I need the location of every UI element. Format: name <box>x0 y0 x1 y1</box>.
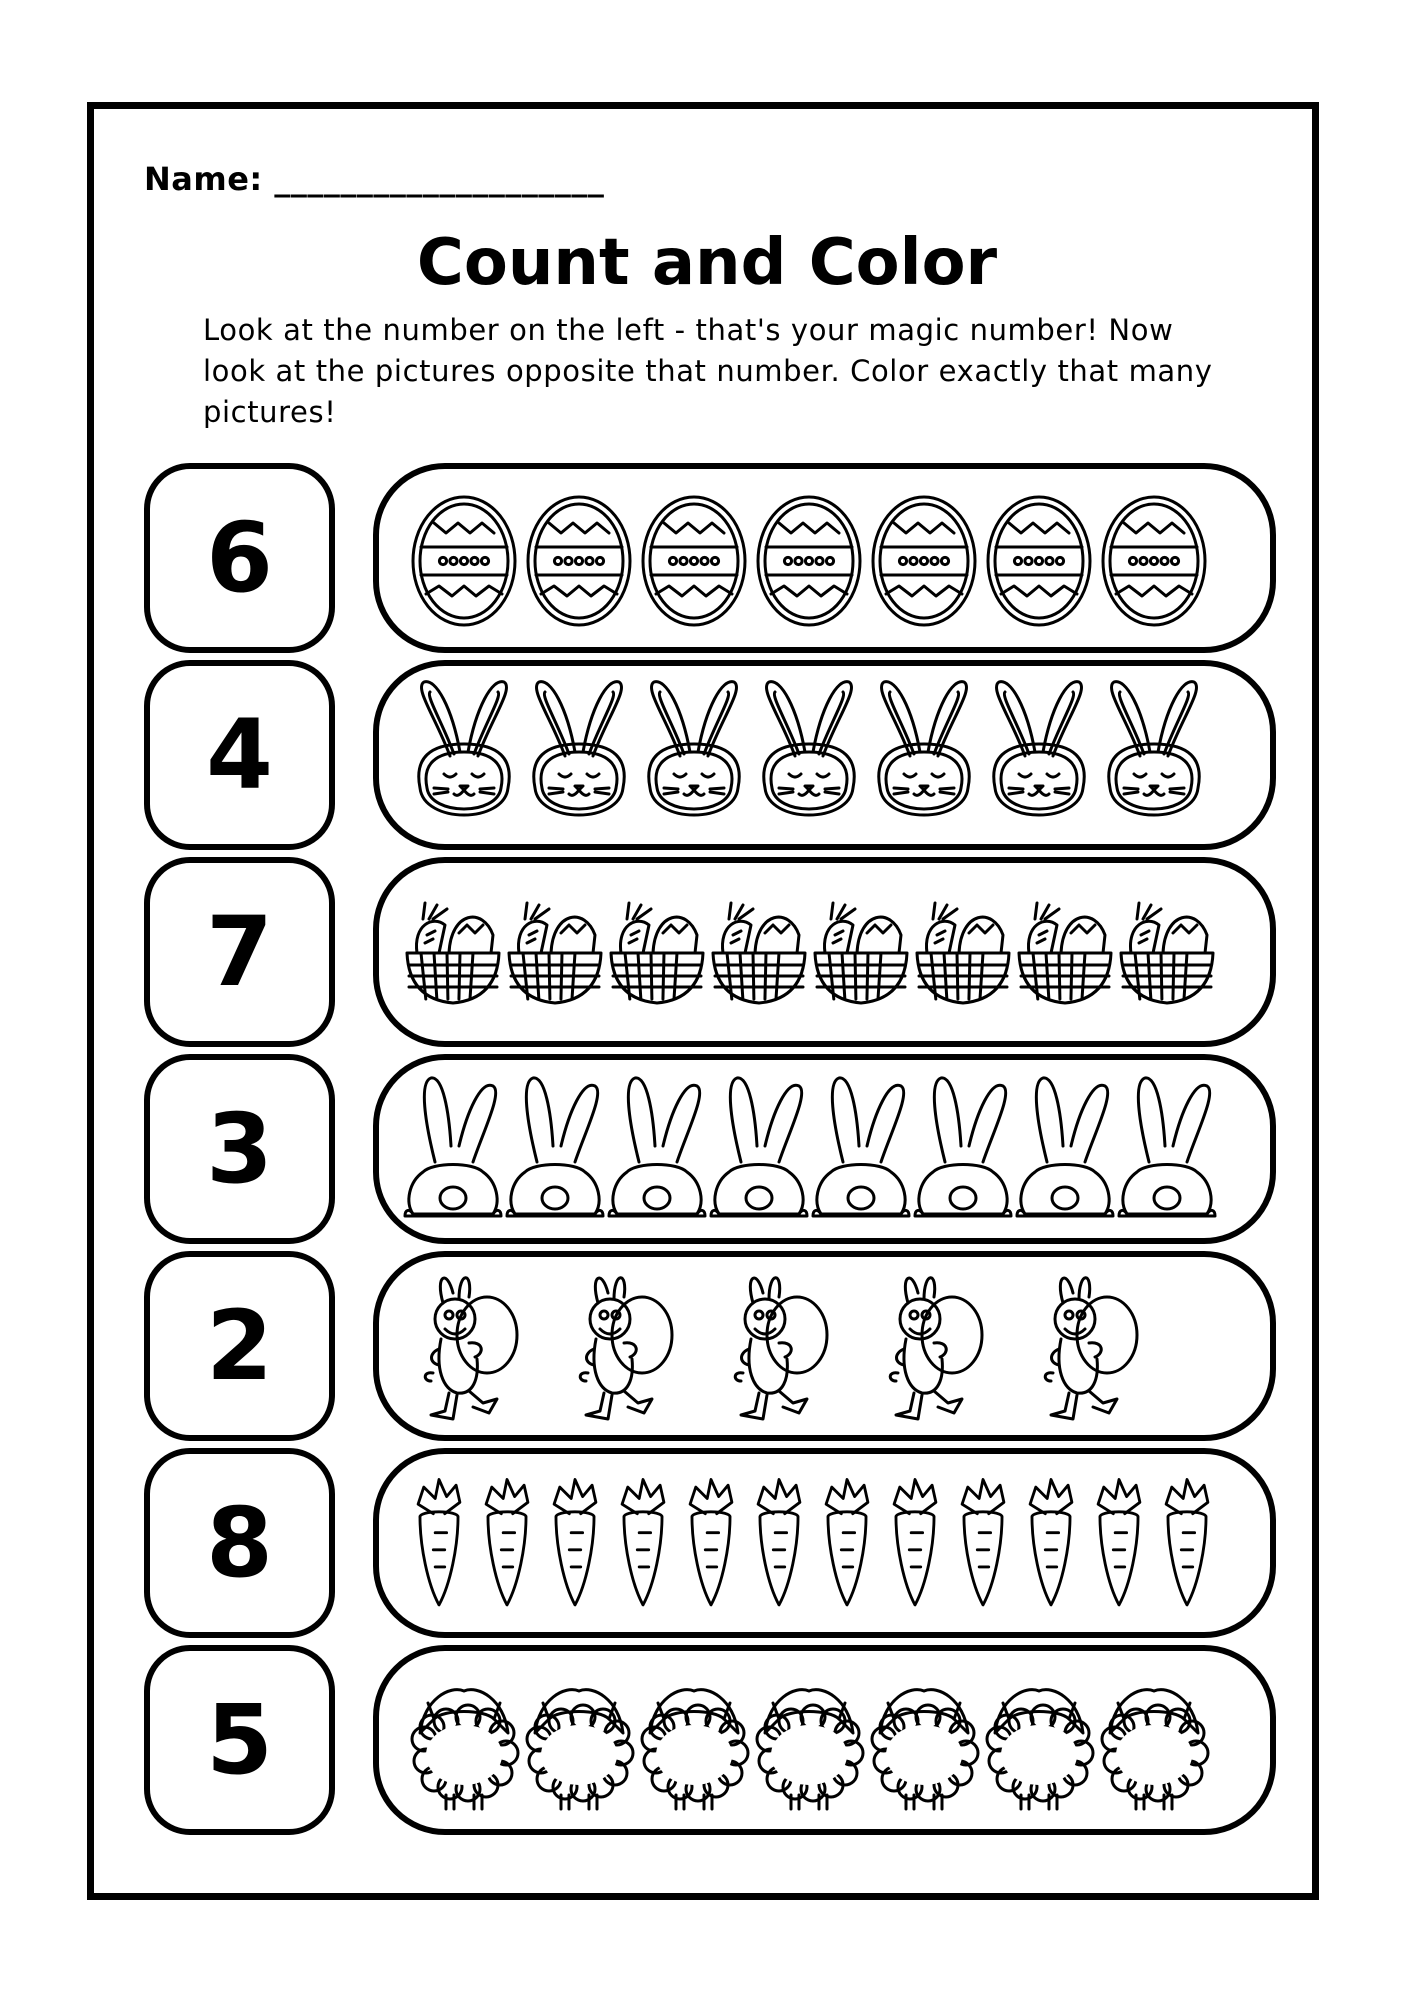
bunny-face-icon[interactable] <box>994 682 1084 815</box>
sheep-icon[interactable] <box>642 1690 748 1809</box>
bunny-face-icon[interactable] <box>534 682 624 815</box>
magic-number: 4 <box>144 660 335 850</box>
picture-strip <box>373 1448 1276 1638</box>
picture-strip-canvas <box>379 1454 1282 1644</box>
carrot-icon[interactable] <box>894 1480 936 1605</box>
easter-basket-icon[interactable] <box>815 903 907 1003</box>
easter-basket-icon[interactable] <box>611 903 703 1003</box>
picture-strip-canvas <box>379 1651 1282 1841</box>
magic-number: 3 <box>144 1054 335 1244</box>
bunny-face-icon[interactable] <box>1109 682 1199 815</box>
easter-basket-icon[interactable] <box>407 903 499 1003</box>
carrot-icon[interactable] <box>1166 1480 1208 1605</box>
sheep-icon[interactable] <box>527 1690 633 1809</box>
bunny-back-icon[interactable] <box>915 1078 1011 1216</box>
carrot-icon[interactable] <box>554 1480 596 1605</box>
easter-basket-icon[interactable] <box>1019 903 1111 1003</box>
count-row <box>0 1645 1414 1835</box>
sheep-icon[interactable] <box>987 1690 1093 1809</box>
picture-strip-canvas <box>379 863 1282 1053</box>
bunny-back-icon[interactable] <box>507 1078 603 1216</box>
bunny-face-icon[interactable] <box>419 682 509 815</box>
carrot-icon[interactable] <box>758 1480 800 1605</box>
sheep-icon[interactable] <box>412 1690 518 1809</box>
count-row <box>0 1251 1414 1441</box>
bunny-back-icon[interactable] <box>609 1078 705 1216</box>
picture-strip <box>373 463 1276 653</box>
picture-strip <box>373 1251 1276 1441</box>
easter-egg-icon[interactable] <box>758 497 860 625</box>
carrot-icon[interactable] <box>826 1480 868 1605</box>
count-row <box>0 463 1414 653</box>
carrot-icon[interactable] <box>1030 1480 1072 1605</box>
bunny-with-egg-icon[interactable] <box>425 1278 517 1419</box>
easter-basket-icon[interactable] <box>1121 903 1213 1003</box>
bunny-back-icon[interactable] <box>1119 1078 1215 1216</box>
sheep-icon[interactable] <box>757 1690 863 1809</box>
easter-egg-icon[interactable] <box>528 497 630 625</box>
picture-strip <box>373 660 1276 850</box>
carrot-icon[interactable] <box>418 1480 460 1605</box>
easter-egg-icon[interactable] <box>413 497 515 625</box>
bunny-back-icon[interactable] <box>405 1078 501 1216</box>
carrot-icon[interactable] <box>486 1480 528 1605</box>
carrot-icon[interactable] <box>622 1480 664 1605</box>
easter-basket-icon[interactable] <box>713 903 805 1003</box>
bunny-face-icon[interactable] <box>764 682 854 815</box>
bunny-with-egg-icon[interactable] <box>580 1278 672 1419</box>
bunny-with-egg-icon[interactable] <box>735 1278 827 1419</box>
easter-egg-icon[interactable] <box>1103 497 1205 625</box>
count-row <box>0 1448 1414 1638</box>
magic-number: 2 <box>144 1251 335 1441</box>
easter-basket-icon[interactable] <box>509 903 601 1003</box>
name-field[interactable]: Name: ____________________ <box>144 160 605 198</box>
sheep-icon[interactable] <box>1102 1690 1208 1809</box>
magic-number: 8 <box>144 1448 335 1638</box>
sheep-icon[interactable] <box>872 1690 978 1809</box>
picture-strip-canvas <box>379 1060 1282 1250</box>
bunny-with-egg-icon[interactable] <box>1045 1278 1137 1419</box>
easter-basket-icon[interactable] <box>917 903 1009 1003</box>
easter-egg-icon[interactable] <box>643 497 745 625</box>
picture-strip-canvas <box>379 1257 1282 1447</box>
picture-strip <box>373 1054 1276 1244</box>
bunny-with-egg-icon[interactable] <box>890 1278 982 1419</box>
page-title: Count and Color <box>416 226 998 300</box>
carrot-icon[interactable] <box>690 1480 732 1605</box>
easter-egg-icon[interactable] <box>988 497 1090 625</box>
magic-number: 7 <box>144 857 335 1047</box>
bunny-back-icon[interactable] <box>813 1078 909 1216</box>
magic-number: 5 <box>144 1645 335 1835</box>
picture-strip-canvas <box>379 666 1282 856</box>
instructions: Look at the number on the left - that's your magic number! Now look at the pictures opposite that number. Color exactly that many pictures! <box>203 313 1213 429</box>
count-row <box>0 660 1414 850</box>
count-row <box>0 1054 1414 1244</box>
bunny-face-icon[interactable] <box>649 682 739 815</box>
picture-strip-canvas <box>379 469 1282 659</box>
bunny-back-icon[interactable] <box>711 1078 807 1216</box>
magic-number: 6 <box>144 463 335 653</box>
bunny-back-icon[interactable] <box>1017 1078 1113 1216</box>
count-row <box>0 857 1414 1047</box>
carrot-icon[interactable] <box>962 1480 1004 1605</box>
carrot-icon[interactable] <box>1098 1480 1140 1605</box>
picture-strip <box>373 857 1276 1047</box>
bunny-face-icon[interactable] <box>879 682 969 815</box>
picture-strip <box>373 1645 1276 1835</box>
easter-egg-icon[interactable] <box>873 497 975 625</box>
